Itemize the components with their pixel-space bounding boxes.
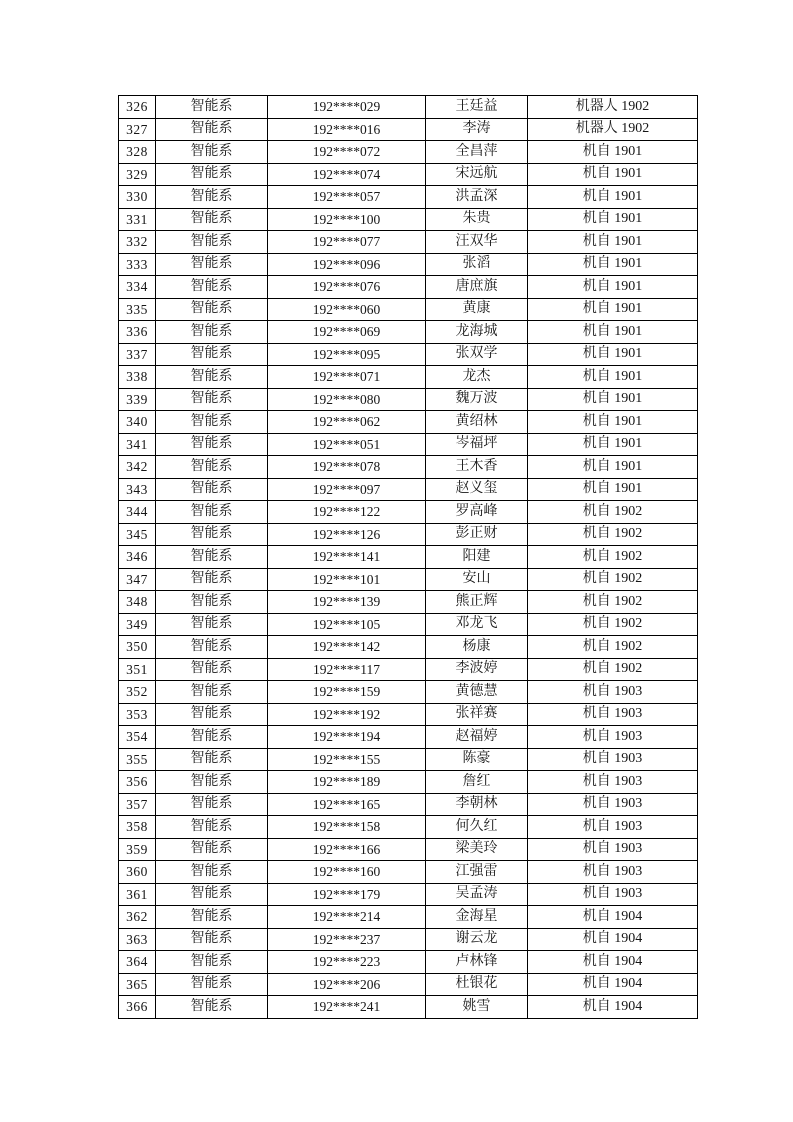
student-id-cell: 192****076	[268, 276, 426, 299]
class-cell: 机器人 1902	[528, 96, 698, 119]
department-cell: 智能系	[156, 861, 268, 884]
name-cell: 杜银花	[426, 973, 528, 996]
table-row	[119, 546, 698, 569]
name-cell: 张滔	[426, 253, 528, 276]
table-row	[119, 96, 698, 119]
department-cell: 智能系	[156, 411, 268, 434]
department-cell: 智能系	[156, 928, 268, 951]
class-cell: 机自 1902	[528, 568, 698, 591]
department-cell: 智能系	[156, 276, 268, 299]
class-cell: 机自 1901	[528, 321, 698, 344]
department-cell: 智能系	[156, 771, 268, 794]
department-cell: 智能系	[156, 973, 268, 996]
department-cell: 智能系	[156, 388, 268, 411]
row-number-cell: 362	[119, 906, 156, 929]
name-cell: 龙海城	[426, 321, 528, 344]
name-cell: 岑福坪	[426, 433, 528, 456]
row-number-cell: 331	[119, 208, 156, 231]
table-row	[119, 726, 698, 749]
department-cell: 智能系	[156, 681, 268, 704]
class-cell: 机自 1902	[528, 546, 698, 569]
table-row	[119, 276, 698, 299]
row-number-cell: 329	[119, 163, 156, 186]
name-cell: 姚雪	[426, 996, 528, 1019]
name-cell: 梁美玲	[426, 838, 528, 861]
class-cell: 机自 1901	[528, 163, 698, 186]
row-number-cell: 341	[119, 433, 156, 456]
table-row	[119, 906, 698, 929]
name-cell: 何久红	[426, 816, 528, 839]
row-number-cell: 343	[119, 478, 156, 501]
student-id-cell: 192****166	[268, 838, 426, 861]
class-cell: 机自 1901	[528, 298, 698, 321]
name-cell: 李涛	[426, 118, 528, 141]
row-number-cell: 357	[119, 793, 156, 816]
department-cell: 智能系	[156, 883, 268, 906]
name-cell: 宋远航	[426, 163, 528, 186]
table-row	[119, 456, 698, 479]
department-cell: 智能系	[156, 118, 268, 141]
department-cell: 智能系	[156, 321, 268, 344]
department-cell: 智能系	[156, 703, 268, 726]
class-cell: 机自 1903	[528, 681, 698, 704]
class-cell: 机自 1903	[528, 748, 698, 771]
row-number-cell: 358	[119, 816, 156, 839]
row-number-cell: 350	[119, 636, 156, 659]
table-row	[119, 501, 698, 524]
class-cell: 机自 1903	[528, 861, 698, 884]
class-cell: 机自 1901	[528, 186, 698, 209]
student-id-cell: 192****077	[268, 231, 426, 254]
table-row	[119, 478, 698, 501]
department-cell: 智能系	[156, 253, 268, 276]
name-cell: 汪双华	[426, 231, 528, 254]
name-cell: 江强雷	[426, 861, 528, 884]
class-cell: 机自 1904	[528, 928, 698, 951]
student-id-cell: 192****097	[268, 478, 426, 501]
name-cell: 张祥赛	[426, 703, 528, 726]
row-number-cell: 359	[119, 838, 156, 861]
class-cell: 机自 1903	[528, 883, 698, 906]
student-id-cell: 192****194	[268, 726, 426, 749]
department-cell: 智能系	[156, 366, 268, 389]
row-number-cell: 355	[119, 748, 156, 771]
class-cell: 机自 1904	[528, 973, 698, 996]
class-cell: 机自 1903	[528, 793, 698, 816]
name-cell: 张双学	[426, 343, 528, 366]
table-row	[119, 388, 698, 411]
student-id-cell: 192****071	[268, 366, 426, 389]
table-row	[119, 838, 698, 861]
class-cell: 机自 1902	[528, 613, 698, 636]
row-number-cell: 334	[119, 276, 156, 299]
name-cell: 金海星	[426, 906, 528, 929]
name-cell: 龙杰	[426, 366, 528, 389]
name-cell: 彭正财	[426, 523, 528, 546]
table-row	[119, 793, 698, 816]
row-number-cell: 336	[119, 321, 156, 344]
class-cell: 机自 1902	[528, 501, 698, 524]
class-cell: 机自 1901	[528, 276, 698, 299]
class-cell: 机自 1901	[528, 253, 698, 276]
class-cell: 机自 1904	[528, 996, 698, 1019]
table-row	[119, 366, 698, 389]
student-id-cell: 192****155	[268, 748, 426, 771]
student-id-cell: 192****016	[268, 118, 426, 141]
name-cell: 邓龙飞	[426, 613, 528, 636]
student-id-cell: 192****142	[268, 636, 426, 659]
name-cell: 卢林锋	[426, 951, 528, 974]
class-cell: 机自 1901	[528, 478, 698, 501]
student-id-cell: 192****179	[268, 883, 426, 906]
name-cell: 吴孟涛	[426, 883, 528, 906]
student-id-cell: 192****241	[268, 996, 426, 1019]
department-cell: 智能系	[156, 141, 268, 164]
table-row	[119, 163, 698, 186]
name-cell: 赵福婷	[426, 726, 528, 749]
department-cell: 智能系	[156, 816, 268, 839]
student-id-cell: 192****101	[268, 568, 426, 591]
department-cell: 智能系	[156, 658, 268, 681]
row-number-cell: 330	[119, 186, 156, 209]
student-id-cell: 192****165	[268, 793, 426, 816]
table-row	[119, 568, 698, 591]
class-cell: 机自 1903	[528, 703, 698, 726]
row-number-cell: 360	[119, 861, 156, 884]
student-id-cell: 192****206	[268, 973, 426, 996]
row-number-cell: 340	[119, 411, 156, 434]
row-number-cell: 356	[119, 771, 156, 794]
class-cell: 机自 1902	[528, 591, 698, 614]
class-cell: 机自 1904	[528, 951, 698, 974]
student-id-cell: 192****160	[268, 861, 426, 884]
student-id-cell: 192****117	[268, 658, 426, 681]
table-row	[119, 973, 698, 996]
student-id-cell: 192****051	[268, 433, 426, 456]
department-cell: 智能系	[156, 636, 268, 659]
class-cell: 机自 1901	[528, 388, 698, 411]
table-row	[119, 928, 698, 951]
row-number-cell: 348	[119, 591, 156, 614]
department-cell: 智能系	[156, 478, 268, 501]
table-row	[119, 636, 698, 659]
row-number-cell: 327	[119, 118, 156, 141]
name-cell: 洪孟深	[426, 186, 528, 209]
row-number-cell: 338	[119, 366, 156, 389]
name-cell: 李朝林	[426, 793, 528, 816]
row-number-cell: 335	[119, 298, 156, 321]
row-number-cell: 363	[119, 928, 156, 951]
name-cell: 陈豪	[426, 748, 528, 771]
department-cell: 智能系	[156, 726, 268, 749]
row-number-cell: 354	[119, 726, 156, 749]
department-cell: 智能系	[156, 96, 268, 119]
department-cell: 智能系	[156, 186, 268, 209]
table-row	[119, 523, 698, 546]
class-cell: 机自 1902	[528, 523, 698, 546]
table-row	[119, 411, 698, 434]
class-cell: 机自 1902	[528, 636, 698, 659]
row-number-cell: 333	[119, 253, 156, 276]
student-id-cell: 192****096	[268, 253, 426, 276]
class-cell: 机器人 1902	[528, 118, 698, 141]
class-cell: 机自 1901	[528, 411, 698, 434]
table-row	[119, 883, 698, 906]
department-cell: 智能系	[156, 343, 268, 366]
class-cell: 机自 1901	[528, 208, 698, 231]
student-id-cell: 192****122	[268, 501, 426, 524]
row-number-cell: 349	[119, 613, 156, 636]
department-cell: 智能系	[156, 748, 268, 771]
table-row	[119, 771, 698, 794]
department-cell: 智能系	[156, 951, 268, 974]
name-cell: 杨康	[426, 636, 528, 659]
department-cell: 智能系	[156, 456, 268, 479]
name-cell: 黄康	[426, 298, 528, 321]
row-number-cell: 352	[119, 681, 156, 704]
table-row	[119, 951, 698, 974]
name-cell: 朱贵	[426, 208, 528, 231]
table-row	[119, 208, 698, 231]
row-number-cell: 342	[119, 456, 156, 479]
student-id-cell: 192****223	[268, 951, 426, 974]
department-cell: 智能系	[156, 996, 268, 1019]
class-cell: 机自 1904	[528, 906, 698, 929]
name-cell: 黄德慧	[426, 681, 528, 704]
student-id-cell: 192****069	[268, 321, 426, 344]
student-id-cell: 192****105	[268, 613, 426, 636]
department-cell: 智能系	[156, 298, 268, 321]
name-cell: 谢云龙	[426, 928, 528, 951]
department-cell: 智能系	[156, 793, 268, 816]
name-cell: 王木香	[426, 456, 528, 479]
row-number-cell: 346	[119, 546, 156, 569]
class-cell: 机自 1901	[528, 141, 698, 164]
student-id-cell: 192****072	[268, 141, 426, 164]
department-cell: 智能系	[156, 163, 268, 186]
row-number-cell: 347	[119, 568, 156, 591]
table-row	[119, 613, 698, 636]
table-row	[119, 298, 698, 321]
name-cell: 熊正辉	[426, 591, 528, 614]
student-id-cell: 192****078	[268, 456, 426, 479]
name-cell: 全昌萍	[426, 141, 528, 164]
department-cell: 智能系	[156, 591, 268, 614]
student-id-cell: 192****060	[268, 298, 426, 321]
table-row	[119, 591, 698, 614]
row-number-cell: 344	[119, 501, 156, 524]
table-row	[119, 748, 698, 771]
table-row	[119, 186, 698, 209]
class-cell: 机自 1901	[528, 456, 698, 479]
table-row	[119, 681, 698, 704]
student-id-cell: 192****126	[268, 523, 426, 546]
department-cell: 智能系	[156, 501, 268, 524]
student-id-cell: 192****192	[268, 703, 426, 726]
row-number-cell: 345	[119, 523, 156, 546]
student-id-cell: 192****095	[268, 343, 426, 366]
student-id-cell: 192****074	[268, 163, 426, 186]
name-cell: 阳建	[426, 546, 528, 569]
table-row	[119, 118, 698, 141]
table-row	[119, 141, 698, 164]
name-cell: 李波婷	[426, 658, 528, 681]
row-number-cell: 337	[119, 343, 156, 366]
student-id-cell: 192****080	[268, 388, 426, 411]
department-cell: 智能系	[156, 208, 268, 231]
name-cell: 王廷益	[426, 96, 528, 119]
department-cell: 智能系	[156, 433, 268, 456]
student-id-cell: 192****159	[268, 681, 426, 704]
department-cell: 智能系	[156, 613, 268, 636]
student-id-cell: 192****139	[268, 591, 426, 614]
row-number-cell: 339	[119, 388, 156, 411]
class-cell: 机自 1903	[528, 726, 698, 749]
department-cell: 智能系	[156, 231, 268, 254]
table-body	[119, 96, 698, 1019]
student-id-cell: 192****057	[268, 186, 426, 209]
table-row	[119, 253, 698, 276]
row-number-cell: 353	[119, 703, 156, 726]
table-row	[119, 816, 698, 839]
row-number-cell: 351	[119, 658, 156, 681]
row-number-cell: 332	[119, 231, 156, 254]
row-number-cell: 365	[119, 973, 156, 996]
row-number-cell: 364	[119, 951, 156, 974]
row-number-cell: 328	[119, 141, 156, 164]
department-cell: 智能系	[156, 568, 268, 591]
student-id-cell: 192****029	[268, 96, 426, 119]
class-cell: 机自 1903	[528, 816, 698, 839]
row-number-cell: 326	[119, 96, 156, 119]
class-cell: 机自 1903	[528, 771, 698, 794]
class-cell: 机自 1901	[528, 433, 698, 456]
student-table	[118, 95, 698, 1019]
table-row	[119, 703, 698, 726]
table-row	[119, 861, 698, 884]
student-id-cell: 192****189	[268, 771, 426, 794]
student-id-cell: 192****141	[268, 546, 426, 569]
student-id-cell: 192****214	[268, 906, 426, 929]
student-id-cell: 192****237	[268, 928, 426, 951]
class-cell: 机自 1901	[528, 366, 698, 389]
table-row	[119, 433, 698, 456]
student-id-cell: 192****158	[268, 816, 426, 839]
row-number-cell: 361	[119, 883, 156, 906]
student-id-cell: 192****062	[268, 411, 426, 434]
class-cell: 机自 1903	[528, 838, 698, 861]
name-cell: 赵义玺	[426, 478, 528, 501]
department-cell: 智能系	[156, 546, 268, 569]
row-number-cell: 366	[119, 996, 156, 1019]
class-cell: 机自 1901	[528, 343, 698, 366]
name-cell: 唐庶旗	[426, 276, 528, 299]
department-cell: 智能系	[156, 838, 268, 861]
table-row	[119, 996, 698, 1019]
class-cell: 机自 1902	[528, 658, 698, 681]
table-row	[119, 343, 698, 366]
table-row	[119, 658, 698, 681]
name-cell: 黄绍林	[426, 411, 528, 434]
department-cell: 智能系	[156, 906, 268, 929]
name-cell: 罗高峰	[426, 501, 528, 524]
student-id-cell: 192****100	[268, 208, 426, 231]
table-row	[119, 321, 698, 344]
class-cell: 机自 1901	[528, 231, 698, 254]
department-cell: 智能系	[156, 523, 268, 546]
table-row	[119, 231, 698, 254]
name-cell: 安山	[426, 568, 528, 591]
name-cell: 詹红	[426, 771, 528, 794]
name-cell: 魏万波	[426, 388, 528, 411]
